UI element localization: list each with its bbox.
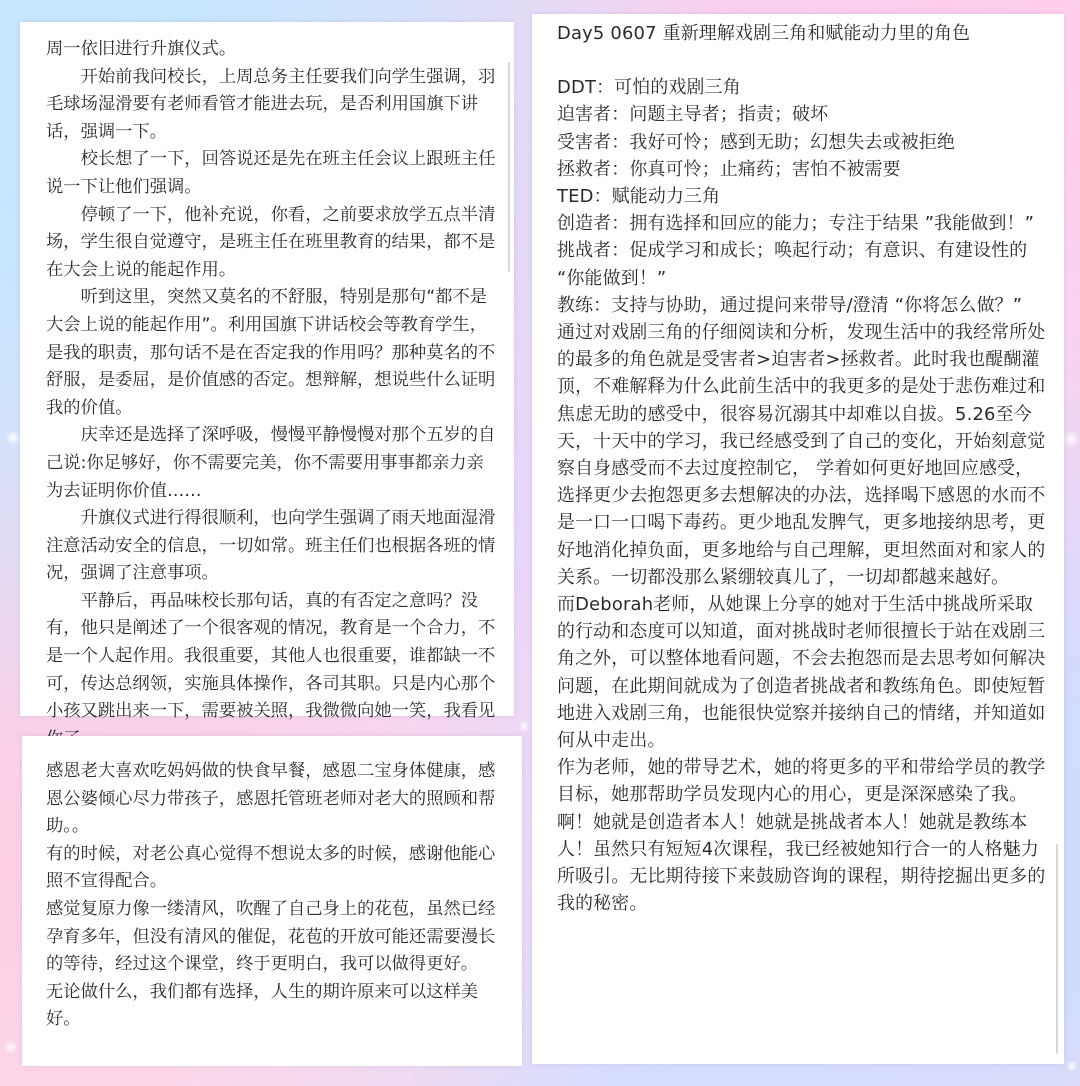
note-line: 拯救者：你真可怜；止痛药；害怕不被需要 — [557, 158, 901, 180]
day5-notes-panel — [532, 14, 1064, 1064]
diary-panel-flag-ceremony — [20, 22, 514, 722]
paragraph: 平静后，再品味校长那句话，真的有否定之意吗？没有，他只是阐述了一个很客观的情况，教育是一个合力，不是一个人起作用。我很重要，其他人也很重要，谁都缺一不可，传达总纲领，实施具体操作，各司其职。只是内心那个小孩又跳出来一下，需要被关照，我微微向她一笑，我看见 — [46, 590, 496, 722]
note-line: DDT：可怕的戏剧三角 — [557, 77, 741, 99]
note-line: 挑战者：促成学习和成长；唤起行动；有意识、有建设性的 “你能做到！” — [557, 240, 1034, 289]
note-line: 迫害者：问题主导者；指责；破坏 — [557, 104, 829, 126]
scrollbar[interactable] — [1056, 844, 1058, 1054]
paragraph: 停顿了一下，他补充说，你看，之前要求放学五点半清场，学生很自觉遵守，是班主任在班里教育的结果，都不是在大会上说的能起作用。 — [46, 204, 496, 280]
background-sparkle — [5, 430, 21, 446]
paragraph: 而Deborah老师，从她课上分享的她对于生活中挑战所采取的行动和态度可以知道，面对挑战时老师很擅长于站在戏剧三角之外，可以整体地看问题，不会去抱怨而是去思考如何解决问题，在此期间就成为了创造者挑战者和教练角色。即使短暂地进入戏剧三角，也能很快觉察并接纳自己的情绪，并知道如何从中走出。 — [557, 594, 1046, 752]
background-sparkle — [4, 1040, 18, 1054]
paragraph: 感恩老大喜欢吃妈妈做的快食早餐，感恩二宝身体健康，感恩公婆倾心尽力带孩子，感恩托管班老师对老大的照顾和帮助。。 — [46, 761, 496, 837]
scrollbar[interactable] — [508, 62, 510, 272]
paragraph: 升旗仪式进行得很顺利，也向学生强调了雨天地面湿滑注意活动安全的信息，一切如常。班主任们也根据各班的情况，强调了注意事项。 — [46, 508, 496, 584]
note-line: 创造者：拥有选择和回应的能力；专注于结果 ”我能做到！” — [557, 213, 1035, 235]
paragraph: 感觉复原力像一缕清风，吹醒了自己身上的花苞，虽然已经孕育多年，但没有清风的催促，花苞的开放可能还需要漫长的等待，经过这个课堂，终于更明白，我可以做得更好。 — [46, 898, 496, 975]
background-sparkle — [518, 720, 530, 732]
background-sparkle — [1066, 1060, 1078, 1072]
paragraph: 开始前我问校长，上周总务主任要我们向学生强调，羽毛球场湿滑要有老师看管才能进去玩，是否利用国旗下讲话，强调一下。 — [46, 66, 496, 142]
paragraph: 有的时候，对老公真心觉得不想说太多的时候，感谢他能心照不宣得配合。 — [46, 843, 496, 892]
gratitude-panel — [22, 736, 522, 1066]
background-sparkle — [1062, 430, 1080, 448]
paragraph: 校长想了一下，回答说还是先在班主任会议上跟班主任说一下让他们强调。 — [46, 149, 496, 197]
paragraph: 通过对戏剧三角的仔细阅读和分析，发现生活中的我经常所处的最多的角色就是受害者>迫害者>拯救者。此时我也醍醐灌顶，不难解释为什么此前生活中的我更多的是处于悲伤难过和焦虑无助的感受中，很容易沉溺其中却难以自拔。5.26至今天，十天中的学习，我已经感受到了自己的变化，开始刻意觉察自身感受而不去过度控制它， 学着如何更好地回应感受，选择更少去抱怨更多去想解决的办法，选择喝下感恩的水而不是一口一口喝下毒药。更少地乱发脾气，更多地接纳思考，更好地消化掉负面，更多地给与自己理解，更坦然面对和家人的关系。一切都没那么紧绷较真儿了，一切却都越来越好。 — [557, 322, 1046, 588]
panel-title: Day5 0607 重新理解戏剧三角和赋能动力里的角色 — [557, 23, 971, 44]
note-line: 教练：支持与协助，通过提问来带导/澄清 “你将怎么做？” — [557, 294, 1023, 316]
paragraph: 听到这里，突然又莫名的不舒服，特别是那句“都不是大会上说的能起作用”。利用国旗下讲话校会等教育学生，是我的职责，那句话不是在否定我的作用吗？那种莫名的不舒服，是委屈，是价值感的否定。想辩解，想说些什么证明我的价值。 — [46, 287, 496, 418]
paragraph: 无论做什么，我们都有选择，人生的期许原来可以这样美好。 — [46, 981, 479, 1030]
note-line: 受害者：我好可怜；感到无助；幻想失去或被拒绝 — [557, 131, 955, 153]
paragraph: 周一依旧进行升旗仪式。 — [46, 39, 237, 59]
paragraph: 庆幸还是选择了深呼吸，慢慢平静慢慢对那个五岁的自己说:你足够好，你不需要完美，你不需要用事事都亲力亲为去证明你价值…… — [46, 425, 496, 501]
paragraph: 作为老师，她的带导艺术，她的将更多的平和带给学员的教学目标，她那帮助学员发现内心的用心，更是深深感染了我。啊！她就是创造者本人！她就是挑战者本人！她就是教练本人！虽然只有短短4次课程，我已经被她知行合一的人格魅力所吸引。无比期待接下来鼓励咨询的课程，期待挖掘出更多的我的秘密。 — [557, 757, 1046, 915]
note-line: TED：赋能动力三角 — [557, 186, 721, 208]
